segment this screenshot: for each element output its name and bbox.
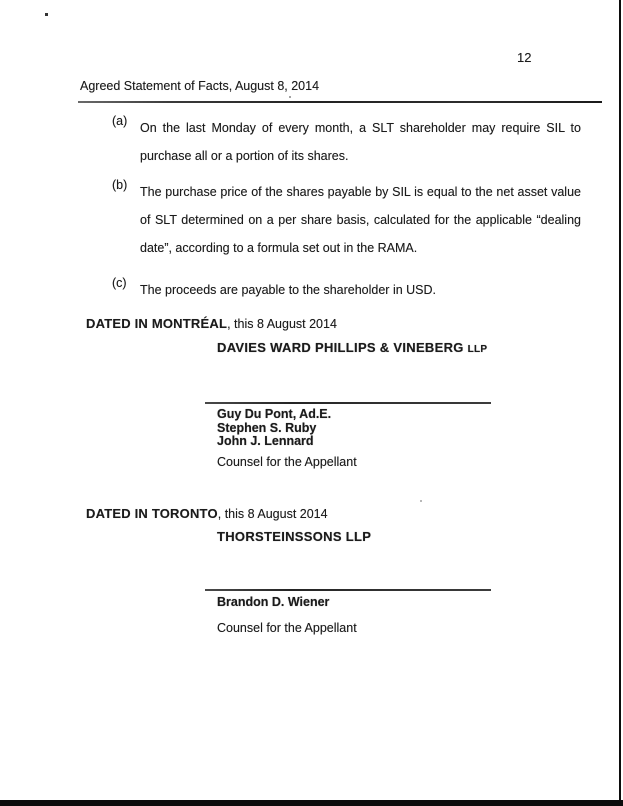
header-rule bbox=[78, 101, 602, 103]
firm-suffix-llp: LLP bbox=[467, 344, 488, 355]
scan-edge-right bbox=[619, 0, 621, 806]
signatory-name: John J. Lennard bbox=[217, 434, 314, 448]
firm-main: THORSTEINSSONS LLP bbox=[217, 529, 372, 544]
counsel-role: Counsel for the Appellant bbox=[217, 621, 357, 635]
list-item-text: The proceeds are payable to the shareholder in USD. bbox=[140, 283, 437, 297]
signatory-name: Stephen S. Ruby bbox=[217, 420, 317, 435]
list-item-label: (b) bbox=[112, 178, 128, 192]
signatory-name: Brandon D. Wiener bbox=[217, 595, 330, 609]
list-item-label: (a) bbox=[112, 114, 128, 128]
dated-date: , this 8 August 2014 bbox=[227, 317, 337, 331]
document-header: Agreed Statement of Facts, August 8, 2014 bbox=[80, 79, 320, 93]
dated-line-toronto bbox=[86, 506, 328, 521]
firm-main: DAVIES WARD PHILLIPS & VINEBERG bbox=[217, 340, 468, 355]
scan-speck bbox=[45, 13, 48, 16]
firm-name-davies bbox=[217, 340, 487, 355]
scan-edge-bottom bbox=[0, 800, 623, 806]
dated-line-montreal bbox=[86, 316, 337, 331]
signature-line bbox=[205, 402, 491, 404]
signatories-list bbox=[217, 408, 331, 449]
list-item-text: The purchase price of the shares payable by SIL is equal to the net asset value of SLT determined on a per share basis, calculated for the applicable “dealing date”, according to a formula set out in the RAMA. bbox=[140, 185, 581, 255]
scan-speck bbox=[289, 96, 291, 98]
list-item-text: On the last Monday of every month, a SLT shareholder may require SIL to purchase all or a portion of its shares. bbox=[140, 121, 581, 163]
signatories-list bbox=[217, 596, 329, 610]
dated-place: DATED IN MONTRÉAL bbox=[86, 316, 228, 331]
firm-name-thorsteinssons bbox=[217, 529, 371, 544]
signatory-name: Guy Du Pont, Ad.E. bbox=[217, 407, 332, 421]
dated-place: DATED IN TORONTO bbox=[86, 506, 218, 521]
page-number: 12 bbox=[517, 50, 532, 65]
signature-line bbox=[205, 589, 491, 591]
scan-speck bbox=[420, 500, 422, 502]
list-item-label: (c) bbox=[112, 276, 127, 290]
counsel-role: Counsel for the Appellant bbox=[217, 455, 357, 469]
dated-date: , this 8 August 2014 bbox=[217, 507, 328, 521]
